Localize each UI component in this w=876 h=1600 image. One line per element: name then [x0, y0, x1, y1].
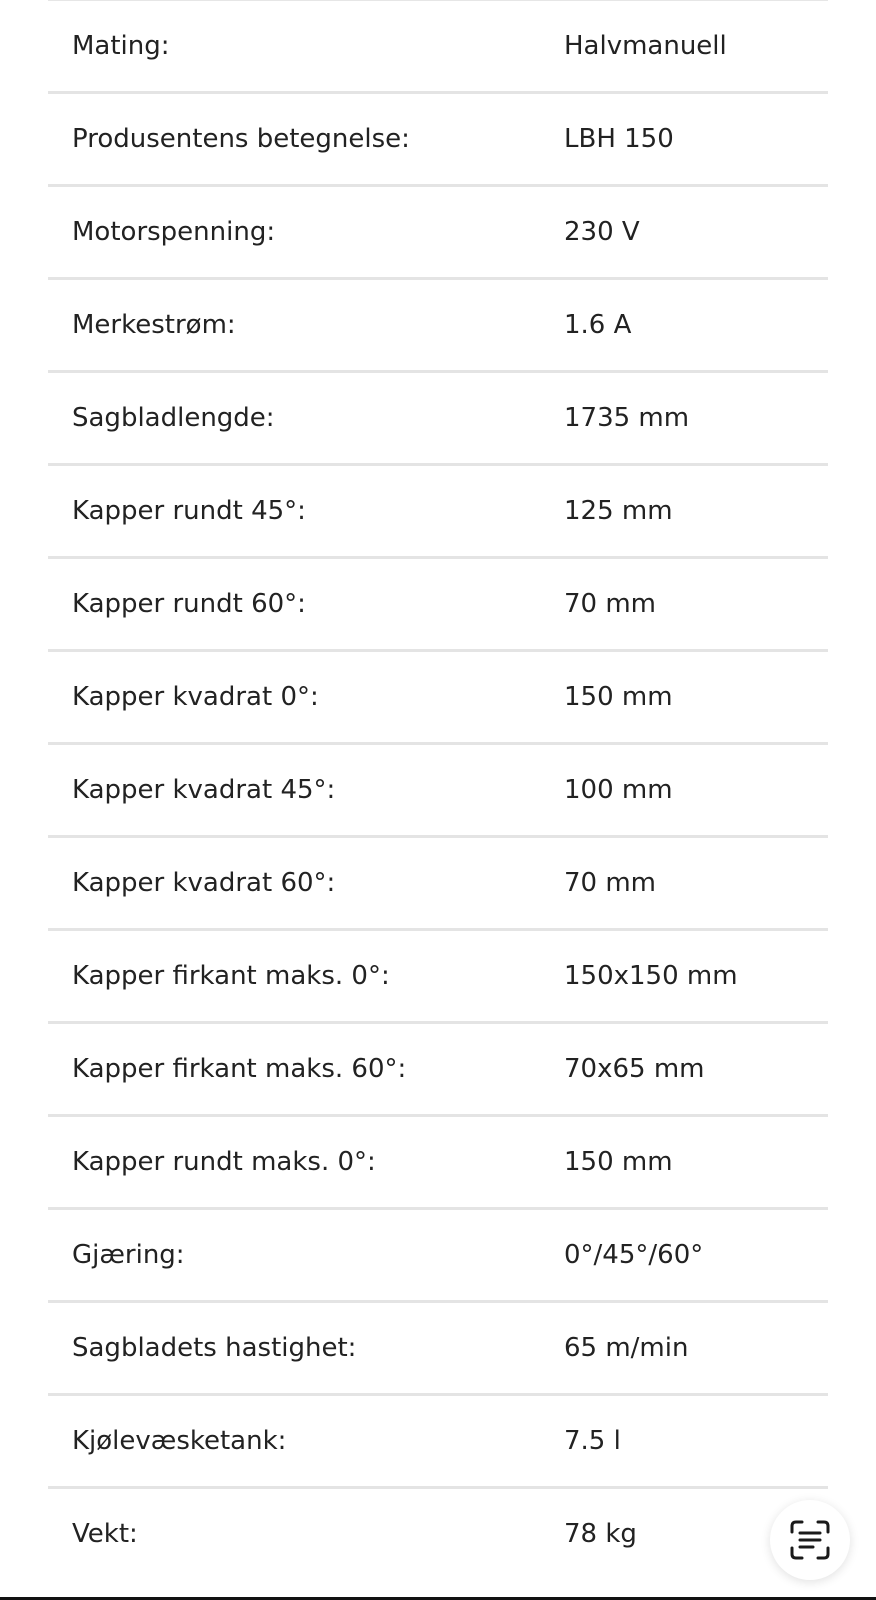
- spec-value: 1735 mm: [564, 403, 690, 433]
- spec-label: Kapper firkant maks. 60°:: [72, 1054, 407, 1084]
- spec-value: 7.5 l: [564, 1426, 621, 1456]
- spec-value: 0°/45°/60°: [564, 1240, 704, 1270]
- spec-label: Mating:: [72, 31, 170, 61]
- spec-label: Sagbladets hastighet:: [72, 1333, 357, 1363]
- spec-row: [48, 280, 828, 373]
- spec-row: [48, 373, 828, 466]
- spec-row: [48, 1396, 828, 1489]
- spec-label: Kapper kvadrat 60°:: [72, 868, 336, 898]
- spec-row: [48, 1024, 828, 1117]
- spec-label: Kapper firkant maks. 0°:: [72, 961, 390, 991]
- spec-value: 65 m/min: [564, 1333, 689, 1363]
- spec-row: [48, 745, 828, 838]
- spec-row: [48, 1210, 828, 1303]
- spec-value: 150x150 mm: [564, 961, 738, 991]
- spec-row: [48, 466, 828, 559]
- spec-table: [48, 0, 828, 1582]
- spec-value: 230 V: [564, 217, 640, 247]
- spec-label: Merkestrøm:: [72, 310, 236, 340]
- spec-label: Kjølevæsketank:: [72, 1426, 287, 1456]
- spec-value: 70 mm: [564, 589, 657, 619]
- spec-row: [48, 1, 828, 94]
- spec-row: [48, 931, 828, 1024]
- spec-row: [48, 1117, 828, 1210]
- spec-row: [48, 838, 828, 931]
- spec-label: Vekt:: [72, 1519, 138, 1549]
- spec-label: Kapper kvadrat 0°:: [72, 682, 319, 712]
- spec-label: Gjæring:: [72, 1240, 185, 1270]
- spec-value: 1.6 A: [564, 310, 632, 340]
- spec-row: [48, 559, 828, 652]
- spec-value: 100 mm: [564, 775, 673, 805]
- spec-value: 78 kg: [564, 1519, 637, 1549]
- spec-value: 70 mm: [564, 868, 657, 898]
- spec-label: Kapper rundt 60°:: [72, 589, 306, 619]
- spec-label: Kapper rundt 45°:: [72, 496, 306, 526]
- spec-value: 150 mm: [564, 682, 673, 712]
- scan-text-button[interactable]: [770, 1500, 850, 1580]
- spec-value: LBH 150: [564, 124, 674, 154]
- spec-row: [48, 652, 828, 745]
- spec-value: 150 mm: [564, 1147, 673, 1177]
- spec-value: 125 mm: [564, 496, 673, 526]
- spec-label: Motorspenning:: [72, 217, 276, 247]
- spec-row: [48, 1303, 828, 1396]
- spec-label: Kapper rundt maks. 0°:: [72, 1147, 376, 1177]
- spec-label: Kapper kvadrat 45°:: [72, 775, 336, 805]
- spec-label: Sagbladlengde:: [72, 403, 275, 433]
- spec-row: [48, 187, 828, 280]
- spec-row: [48, 94, 828, 187]
- spec-value: Halvmanuell: [564, 31, 727, 61]
- spec-row: [48, 1489, 828, 1582]
- scan-text-icon: [788, 1518, 832, 1562]
- spec-label: Produsentens betegnelse:: [72, 124, 410, 154]
- spec-value: 70x65 mm: [564, 1054, 705, 1084]
